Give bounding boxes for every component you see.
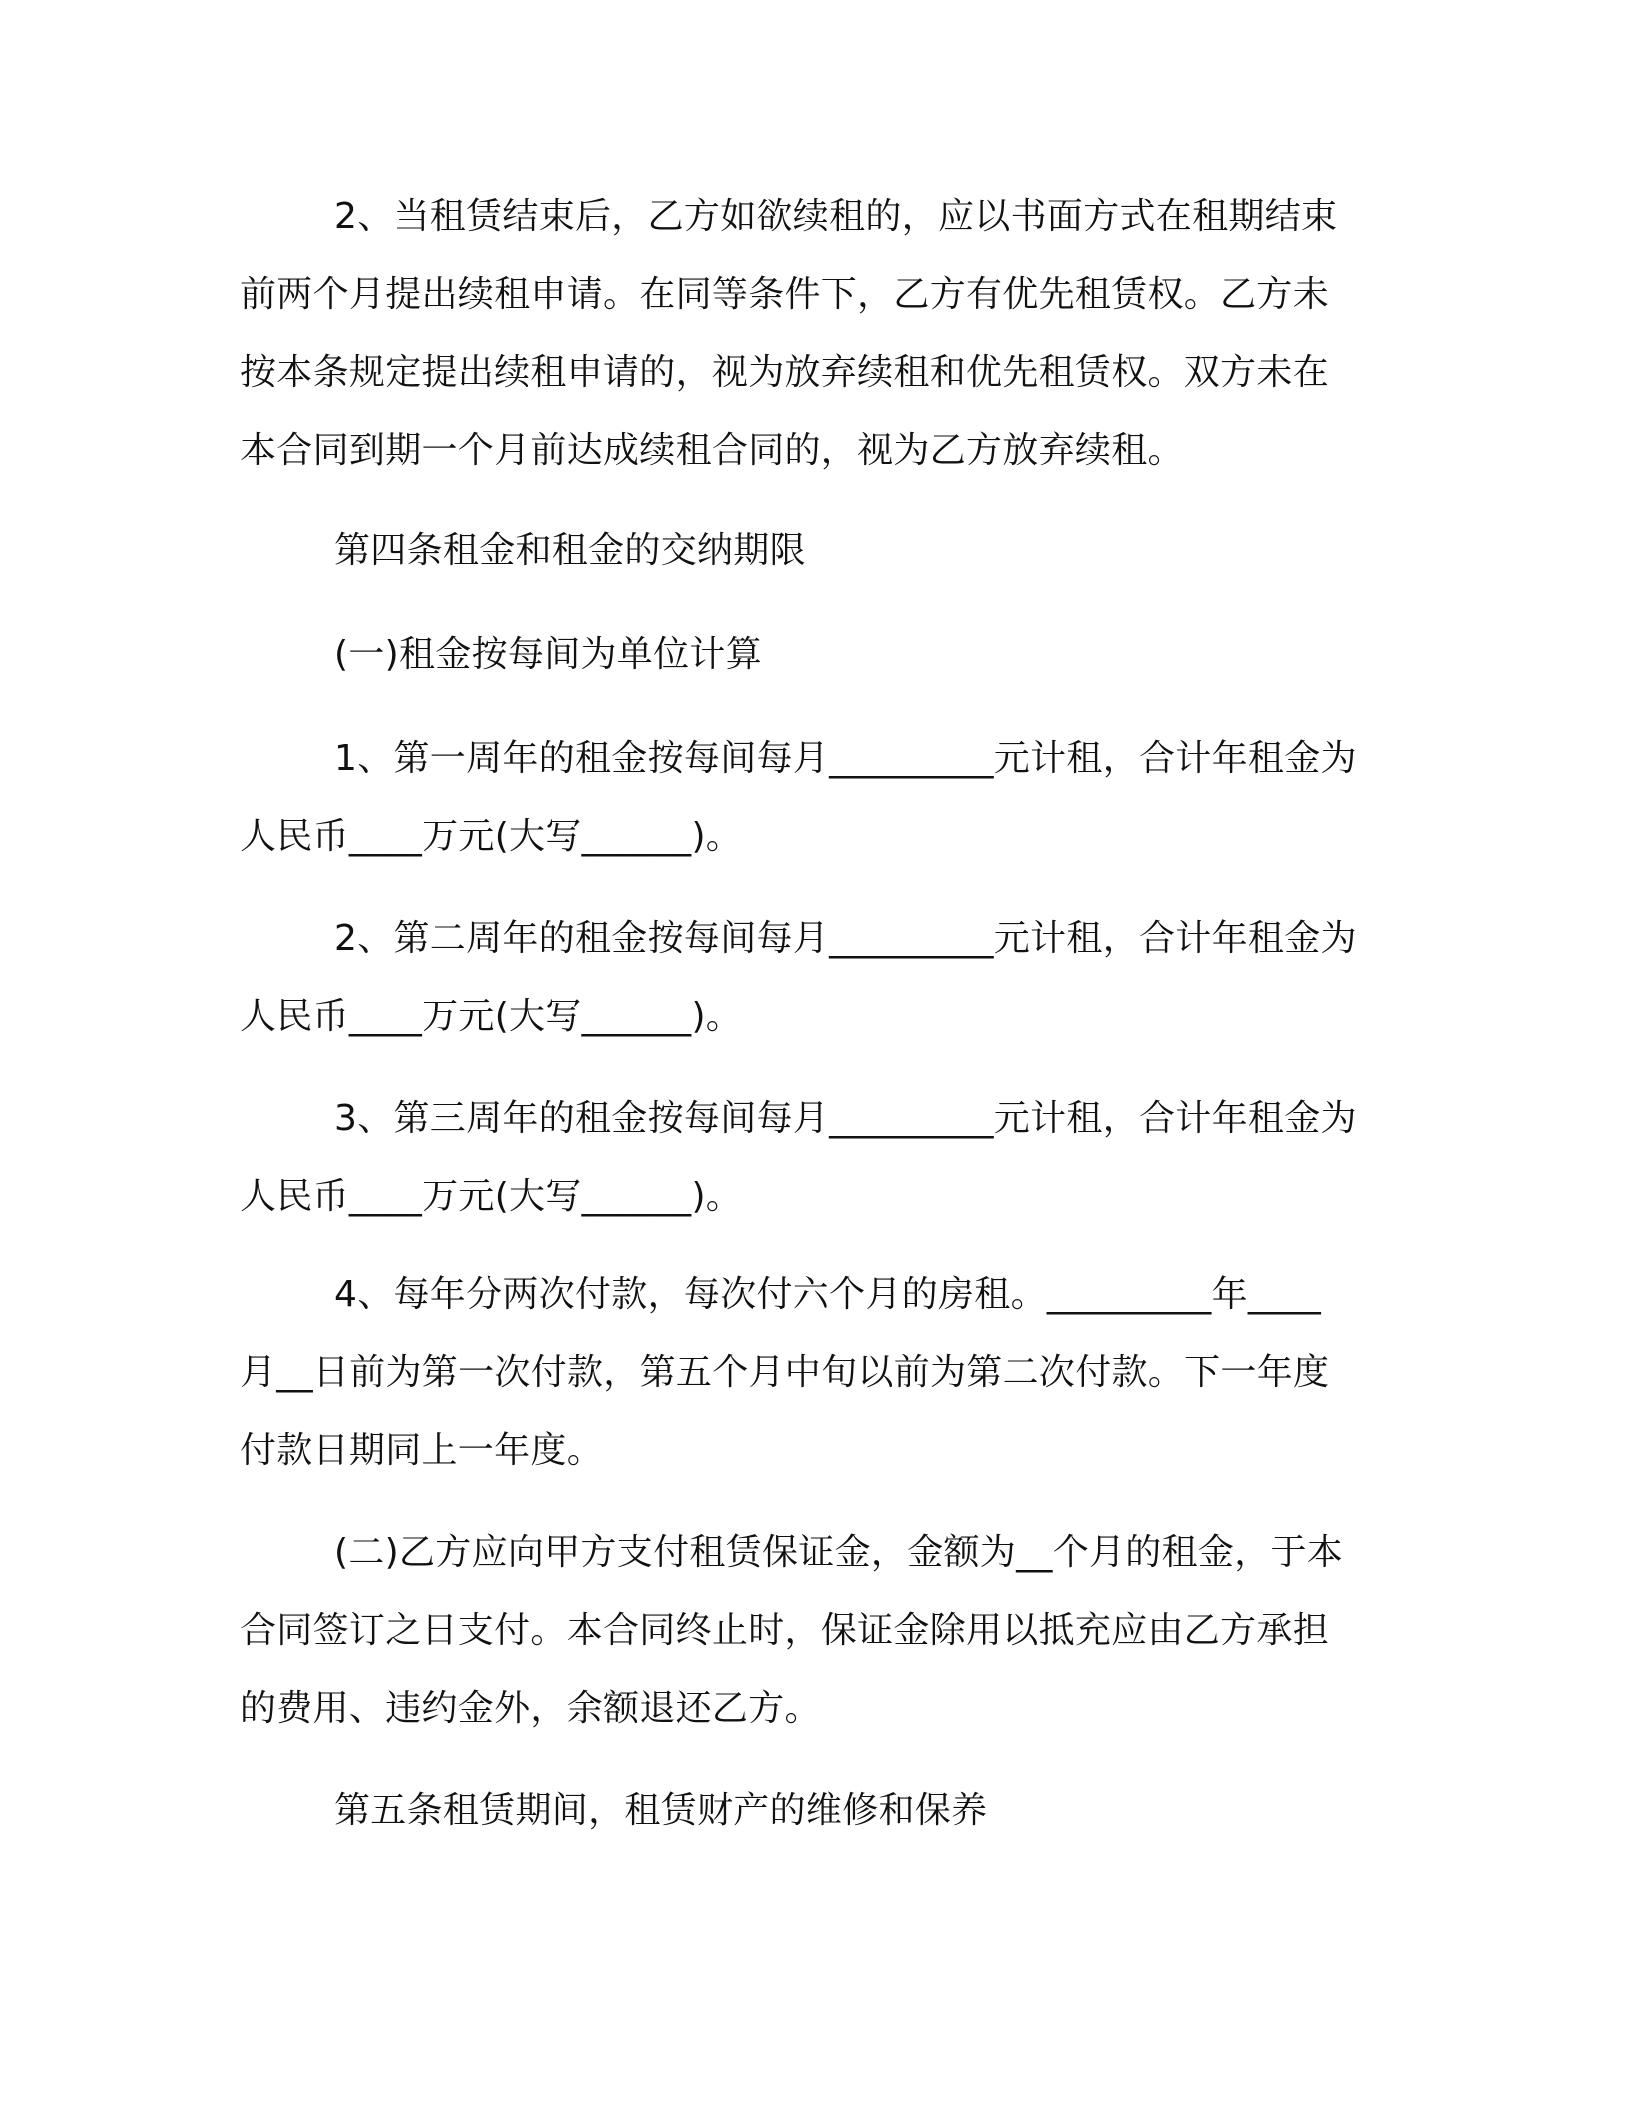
heading-text: 第四条租金和租金的交纳期限 (334, 530, 806, 571)
text-line: 合同签订之日支付。本合同终止时，保证金除用以抵充应由乙方承担 (240, 1610, 1330, 1651)
text-line: (二)乙方应向甲方支付租赁保证金，金额为__个月的租金，于本 (334, 1532, 1344, 1573)
text-line: 人民币____万元(大写______)。 (240, 816, 743, 857)
text-line: 2、当租赁结束后，乙方如欲续租的，应以书面方式在租期结束 (334, 196, 1338, 237)
text-line: 前两个月提出续租申请。在同等条件下，乙方有优先租赁权。乙方未 (240, 274, 1330, 315)
section-1-heading (240, 616, 1375, 694)
text-line: 的费用、违约金外，余额退还乙方。 (240, 1688, 821, 1729)
text-line: 1、第一周年的租金按每间每月_________元计租，合计年租金为 (334, 738, 1357, 779)
paragraph-rent-year-3 (240, 1080, 1375, 1236)
text-line: 付款日期同上一年度。 (240, 1430, 604, 1471)
text-line: 人民币____万元(大写______)。 (240, 996, 743, 1037)
heading-text: (一)租金按每间为单位计算 (334, 634, 762, 675)
article-4-heading (240, 512, 1375, 590)
heading-text: 第五条租赁期间，租赁财产的维修和保养 (334, 1790, 988, 1831)
text-line: 本合同到期一个月前达成续租合同的，视为乙方放弃续租。 (240, 430, 1184, 471)
paragraph-rent-year-1 (240, 720, 1375, 876)
paragraph-payment-schedule (240, 1256, 1375, 1490)
text-line: 4、每年分两次付款，每次付六个月的房租。_________年____ (334, 1274, 1322, 1315)
text-line: 人民币____万元(大写______)。 (240, 1176, 743, 1217)
paragraph-section-2-deposit (240, 1514, 1375, 1748)
text-line: 按本条规定提出续租申请的，视为放弃续租和优先租赁权。双方未在 (240, 352, 1330, 393)
text-line: 月__日前为第一次付款，第五个月中旬以前为第二次付款。下一年度 (240, 1352, 1330, 1393)
text-line: 3、第三周年的租金按每间每月_________元计租，合计年租金为 (334, 1098, 1357, 1139)
article-5-heading (240, 1772, 1375, 1850)
paragraph-renewal-clause (240, 178, 1375, 490)
paragraph-rent-year-2 (240, 900, 1375, 1056)
text-line: 2、第二周年的租金按每间每月_________元计租，合计年租金为 (334, 918, 1357, 959)
